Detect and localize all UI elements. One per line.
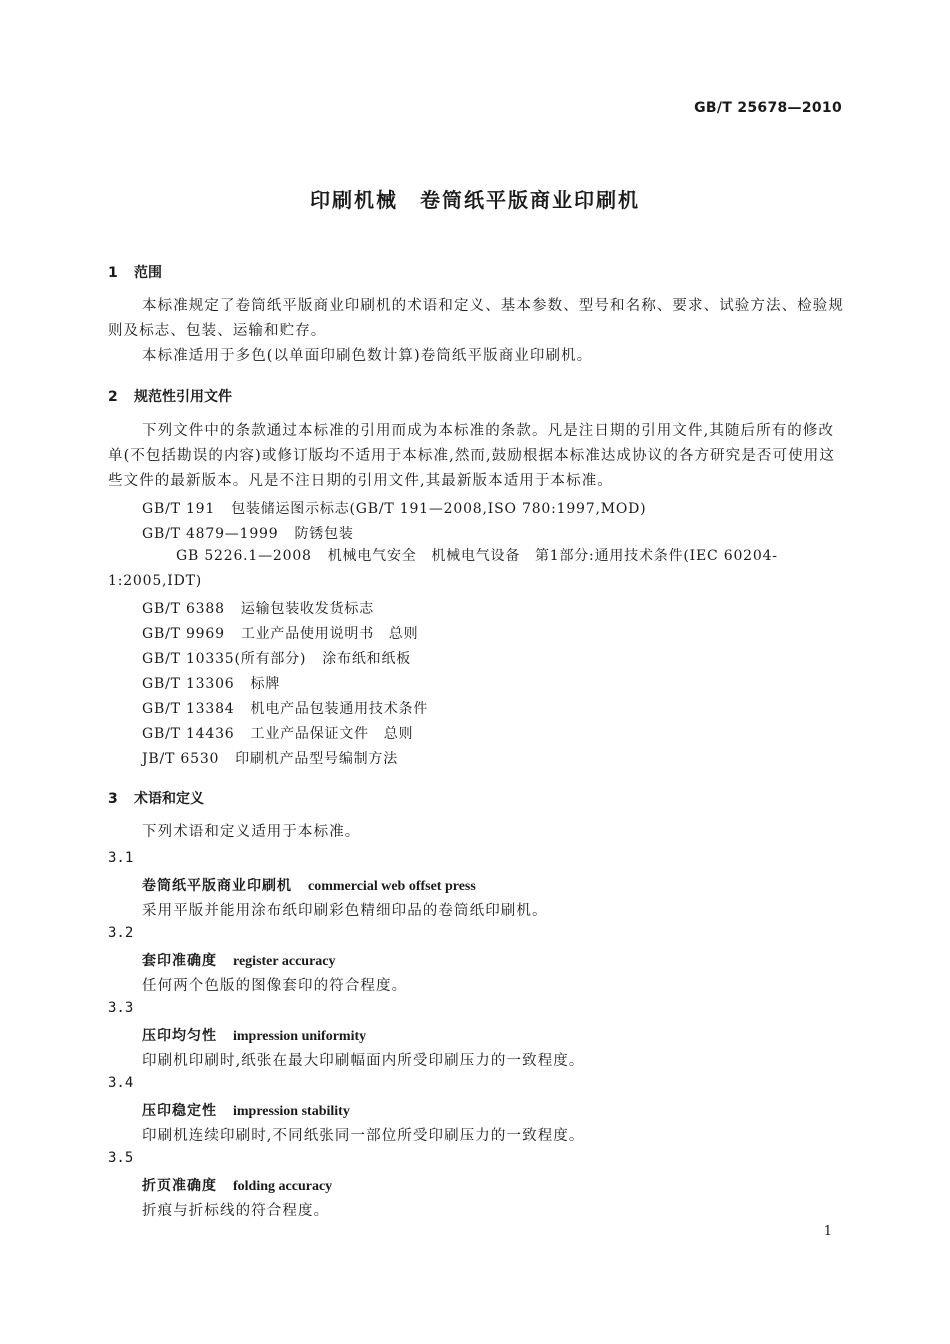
section-1-heading	[108, 262, 162, 282]
section-number: 3	[108, 791, 118, 807]
term-english: register accuracy	[233, 954, 336, 969]
term-chinese: 折页准确度	[142, 1178, 217, 1194]
reference-title: 印刷机产品型号编制方法	[235, 751, 399, 767]
section-title: 范围	[134, 265, 162, 281]
section-2-heading	[108, 386, 232, 406]
term-english: commercial web offset press	[308, 879, 476, 894]
reference-code: GB/T 13384	[142, 701, 235, 717]
term-definition: 采用平版并能用涂布纸印刷彩色精细印品的卷筒纸印刷机。	[142, 903, 548, 919]
term-entry	[142, 1025, 366, 1045]
page-number: 1	[823, 1224, 832, 1239]
term-entry	[142, 950, 336, 970]
section-title: 术语和定义	[134, 791, 204, 807]
term-number: 3.1	[108, 850, 134, 866]
term-chinese: 压印均匀性	[142, 1028, 217, 1044]
reference-item	[142, 523, 354, 543]
term-definition: 任何两个色版的图像套印的符合程度。	[142, 978, 408, 994]
term-number: 3.2	[108, 925, 134, 941]
document-title: 印刷机械 卷筒纸平版商业印刷机	[310, 188, 640, 212]
reference-title: 运输包装收发货标志	[240, 601, 375, 617]
term-english: impression stability	[233, 1104, 350, 1119]
reference-code: GB/T 13306	[142, 676, 235, 692]
scope-paragraph-2: 本标准适用于多色(以单面印刷色数计算)卷筒纸平版商业印刷机。	[142, 348, 593, 364]
standard-number: GB/T 25678—2010	[694, 100, 842, 116]
reference-title: 机械电气安全 机械电气设备 第1部分:通用技术条件(IEC 60204-1:2005,IDT)	[108, 548, 778, 589]
reference-item	[142, 598, 374, 618]
term-chinese: 压印稳定性	[142, 1103, 217, 1119]
reference-item	[142, 648, 411, 668]
term-english: folding accuracy	[233, 1179, 333, 1194]
term-chinese: 套印准确度	[142, 953, 217, 969]
reference-code: GB/T 14436	[142, 726, 235, 742]
term-entry	[142, 1175, 332, 1195]
section-number: 1	[108, 265, 118, 281]
reference-item	[142, 748, 398, 768]
term-english: impression uniformity	[233, 1029, 367, 1044]
reference-title: 机电产品包装通用技术条件	[250, 701, 429, 717]
term-number: 3.3	[108, 1000, 134, 1016]
reference-code: GB/T 191	[142, 501, 216, 517]
reference-item	[142, 723, 413, 743]
section-3-heading	[108, 788, 204, 808]
section-number: 2	[108, 389, 118, 405]
reference-item	[142, 498, 646, 518]
reference-item	[142, 673, 280, 693]
references-intro: 下列文件中的条款通过本标准的引用而成为本标准的条款。凡是注日期的引用文件,其随后所有的修改单(不包括勘误的内容)或修订版均不适用于本标准,然而,鼓励根据本标准达成协议的各方研究是否可使用这些文件的最新版本。凡是不注日期的引用文件,其最新版本适用于本标准。	[108, 423, 835, 489]
reference-title: 防锈包装	[294, 526, 354, 542]
term-entry	[142, 1100, 350, 1120]
reference-title: 涂布纸和纸板	[322, 651, 412, 667]
reference-item	[142, 623, 418, 643]
reference-item	[142, 698, 428, 718]
terms-intro: 下列术语和定义适用于本标准。	[142, 824, 361, 840]
reference-code: GB/T 10335(所有部分)	[142, 651, 307, 667]
reference-code: GB/T 6388	[142, 601, 225, 617]
term-definition: 印刷机印刷时,纸张在最大印刷幅面内所受印刷压力的一致程度。	[142, 1053, 585, 1069]
term-chinese: 卷筒纸平版商业印刷机	[142, 878, 292, 894]
term-number: 3.5	[108, 1150, 134, 1166]
reference-code: GB/T 4879—1999	[142, 526, 279, 542]
term-number: 3.4	[108, 1075, 134, 1091]
term-entry	[142, 875, 476, 895]
section-title: 规范性引用文件	[134, 389, 232, 405]
reference-title: 工业产品保证文件 总则	[250, 726, 414, 742]
reference-title: 包装储运图示标志(GB/T 191—2008,ISO 780:1997,MOD)	[231, 501, 647, 517]
reference-item	[108, 544, 846, 594]
scope-paragraph-1: 本标准规定了卷筒纸平版商业印刷机的术语和定义、基本参数、型号和名称、要求、试验方法、检验规则及标志、包装、运输和贮存。	[108, 298, 844, 339]
term-definition: 折痕与折标线的符合程度。	[142, 1203, 330, 1219]
reference-code: GB/T 9969	[142, 626, 225, 642]
reference-code: JB/T 6530	[142, 751, 220, 767]
term-definition: 印刷机连续印刷时,不同纸张同一部位所受印刷压力的一致程度。	[142, 1128, 585, 1144]
reference-title: 工业产品使用说明书 总则	[240, 626, 419, 642]
reference-code: GB 5226.1—2008	[176, 548, 312, 564]
reference-title: 标牌	[250, 676, 281, 692]
